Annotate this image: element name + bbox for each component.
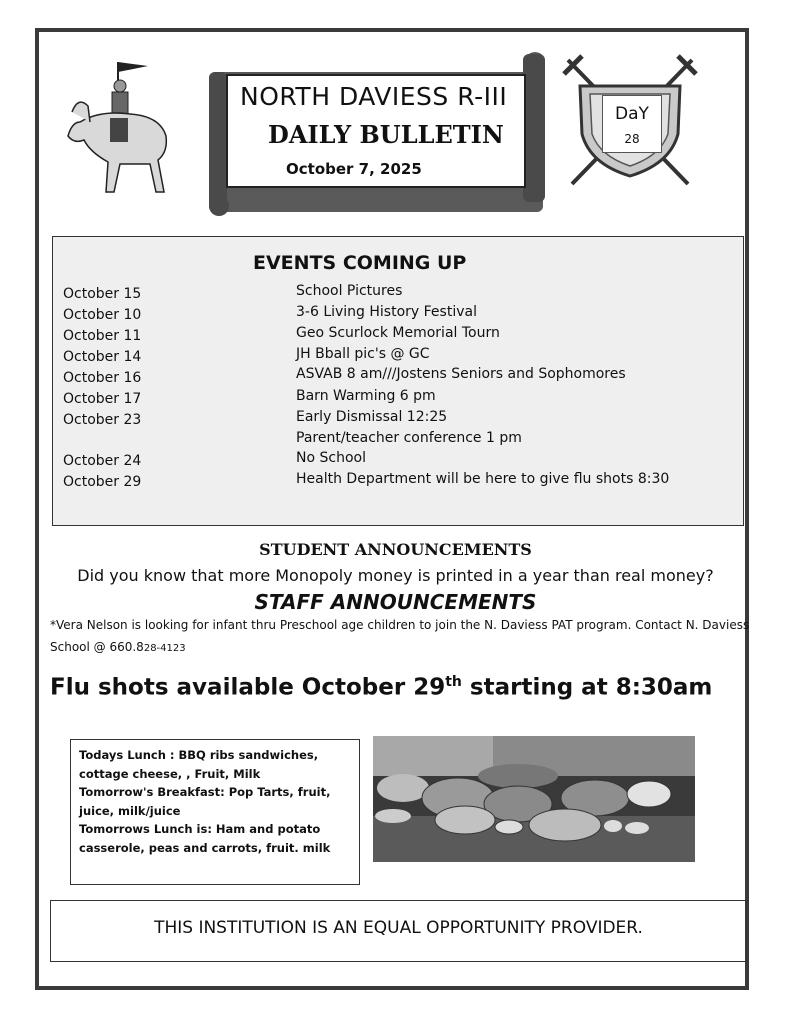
event-item: ASVAB 8 am///Jostens Seniors and Sophomores	[296, 366, 626, 382]
staff-announcement-body: *Vera Nelson is looking for infant thru Preschool age children to join the N. Daviess PAT program. Contact N. Daviess School @ 660.8	[50, 618, 750, 654]
event-item: Health Department will be here to give flu shots 8:30	[296, 471, 670, 487]
bulletin-date: October 7, 2025	[286, 160, 422, 178]
pumpkin-photo	[373, 736, 695, 862]
staff-announcement-text	[50, 614, 750, 660]
staff-announcements-heading: STAFF ANNOUNCEMENTS	[254, 590, 537, 614]
staff-phone-tail: 28-4123	[143, 643, 186, 654]
tomorrows-breakfast: Tomorrow's Breakfast: Pop Tarts, fruit, juice, milk/juice	[79, 785, 331, 818]
event-item: Early Dismissal 12:25	[296, 409, 448, 425]
day-box	[602, 95, 662, 153]
flu-superscript: th	[445, 674, 462, 690]
menu-box	[70, 739, 360, 885]
student-announcements-heading: STUDENT ANNOUNCEMENTS	[259, 540, 532, 559]
event-item: JH Bball pic's @ GC	[296, 346, 430, 362]
event-date: October 29	[63, 474, 142, 490]
todays-lunch: Todays Lunch : BBQ ribs sandwiches, cottage cheese, , Fruit, Milk	[79, 748, 319, 781]
flu-text-before: Flu shots available October 29	[50, 674, 446, 701]
event-date: October 16	[63, 370, 142, 386]
events-title: EVENTS COMING UP	[253, 252, 467, 274]
event-item: Barn Warming 6 pm	[296, 388, 436, 404]
school-name: NORTH DAVIESS R-III	[240, 82, 508, 111]
tomorrows-lunch: Tomorrows Lunch is: Ham and potato casserole, peas and carrots, fruit. milk	[79, 822, 331, 855]
events-box	[52, 236, 744, 526]
event-item: School Pictures	[296, 283, 403, 299]
event-date: October 14	[63, 349, 142, 365]
event-date: October 24	[63, 453, 142, 469]
event-date: October 23	[63, 412, 142, 428]
event-date: October 17	[63, 391, 142, 407]
title-box	[226, 74, 526, 188]
event-item: Parent/teacher conference 1 pm	[296, 430, 522, 446]
day-number: 28	[624, 132, 640, 146]
equal-opportunity-notice: THIS INSTITUTION IS AN EQUAL OPPORTUNITY PROVIDER.	[50, 900, 747, 962]
bulletin-title: DAILY BULLETIN	[268, 120, 504, 149]
student-announcement-text: Did you know that more Monopoly money is printed in a year than real money?	[77, 566, 714, 585]
event-item: 3-6 Living History Festival	[296, 304, 477, 320]
flu-text-after: starting at 8:30am	[461, 674, 713, 701]
event-item: Geo Scurlock Memorial Tourn	[296, 325, 500, 341]
event-item: No School	[296, 450, 366, 466]
event-date: October 15	[63, 286, 142, 302]
event-date: October 10	[63, 307, 142, 323]
event-date: October 11	[63, 328, 142, 344]
knight-logo-icon	[60, 52, 178, 202]
flu-shot-notice	[50, 674, 712, 701]
day-label: DaY	[615, 104, 649, 124]
